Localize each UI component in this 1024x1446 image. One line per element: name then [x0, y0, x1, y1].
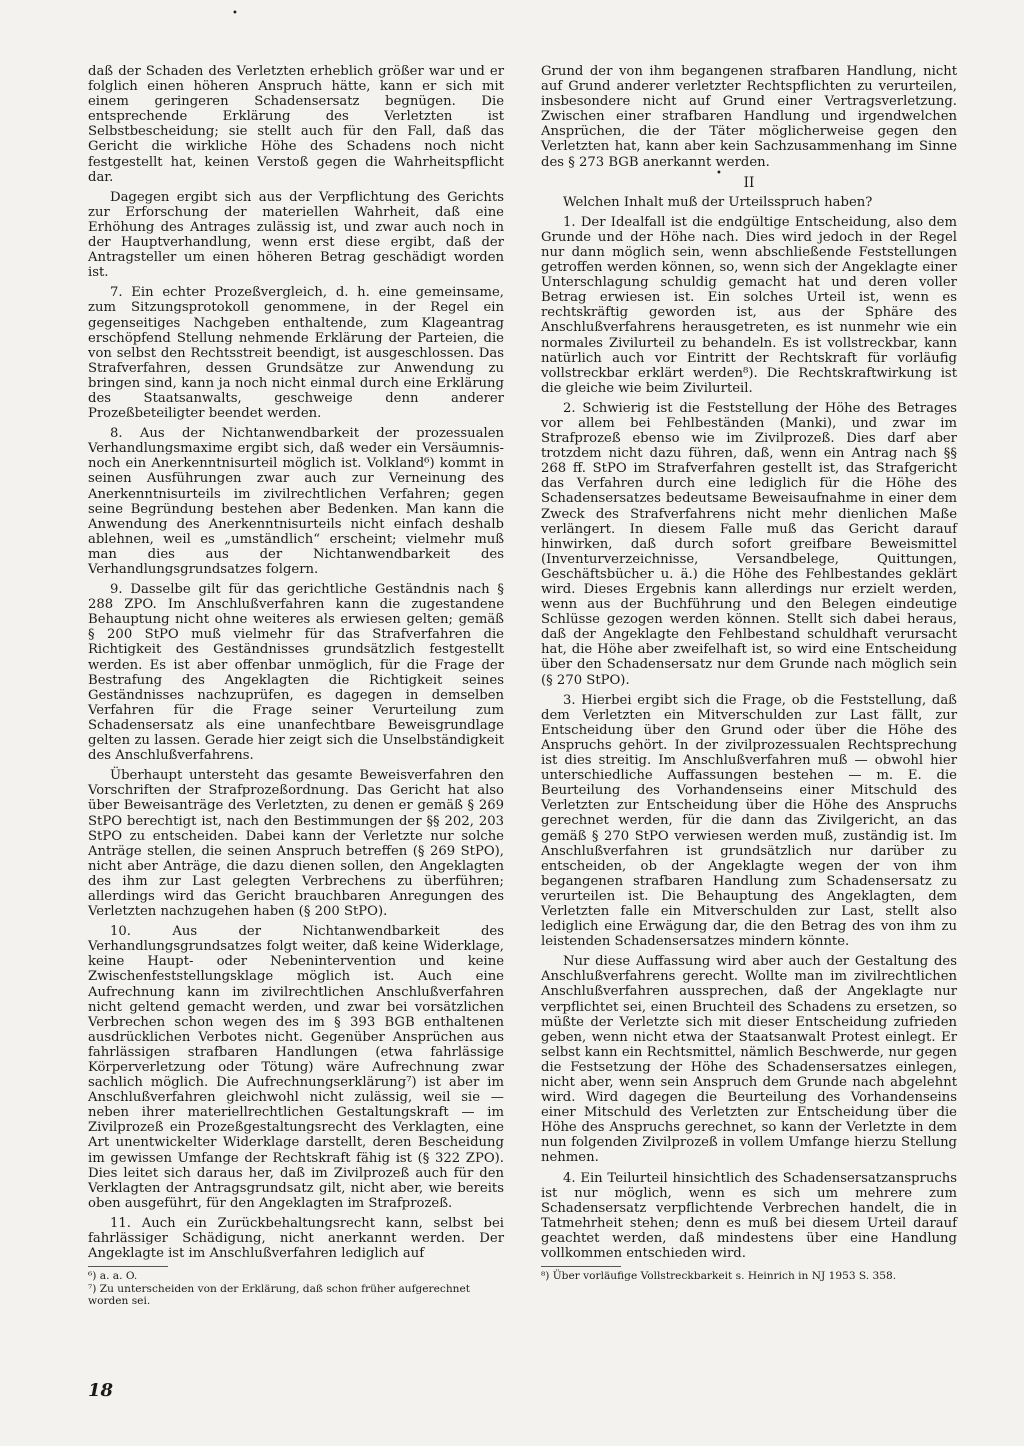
footnote: ⁸) Über vorläufige Vollstreckbarkeit s. Heinrich in NJ 1953 S. 358. [541, 1270, 897, 1283]
footnote: ⁷) Zu unterscheiden von der Erklärung, daß schon früher aufgerechnet worden sei. [88, 1282, 470, 1308]
paragraph: 7. Ein echter Prozeßvergleich, d. h. eine gemeinsame, zum Sitzungsprotokoll genommene, in der Regel ein gegenseitiges Nachgeben enthaltende, zum Klageantrag erschöpfend Stellung nehmende Erklärung der Parteien, die von selbst den Rechtsstreit beendigt, ist ausgeschlossen. Das Strafverfahren, dessen Grundsätze zur Anwendung zu bringen sind, kann ja noch nicht einmal durch eine Erklärung des Staatsanwalts, geschweige denn anderer Prozeßbeteiligter beendet werden. [88, 285, 504, 422]
section-heading: II [743, 174, 755, 191]
paragraph: Überhaupt untersteht das gesamte Beweisverfahren den Vorschriften der Strafprozeßordnung. Das Gericht hat also über Beweisanträge des Verletzten, zu denen er gemäß § 269 StPO berechtigt ist, nach den Bestimmungen der §§ 202, 203 StPO zu entscheiden. Dabei kann der Verletzte nur solche Anträge stellen, die seinen Anspruch betreffen (§ 269 StPO), nicht aber Anträge, die dazu dienen sollen, den Angeklagten des ihm zur Last gelegten Verbrechens zu überführen; allerdings wird das Gericht brauchbaren Anregungen des Verletzten nachzugehen haben (§ 200 StPO). [88, 768, 504, 920]
paragraph: 10. Aus der Nichtanwendbarkeit des Verhandlungsgrundsatzes folgt weiter, daß keine Widerklage, keine Haupt- oder Nebenintervention und keine Zwischenfeststellungsklage möglich ist. Auch eine Aufrechnung kann im zivilrechtlichen Anschlußverfahren nicht geltend gemacht werden, und zwar bei vorsätzlichen Verbrechen schon wegen des im § 393 BGB enthaltenen ausdrücklichen Verbotes nicht. Gegenüber Ansprüchen aus fahrlässigen strafbaren Handlungen (etwa fahrlässige Körperverletzung oder Tötung) wäre Aufrechnung zwar sachlich möglich. Die Aufrechnungserklärung⁷) ist aber im Anschlußverfahren gleichwohl nicht zulässig, weil sie — neben ihrer materiellrechtlichen Gestaltungskraft — im Zivilprozeß ein Prozeßgestaltungsrecht des Verklagten, eine Art unentwickelter Widerklage darstellt, deren Bescheidung im gewissen Umfange der Rechtskraft fähig ist (§ 322 ZPO). Dies leitet sich daraus her, daß im Zivilprozeß auch für den Verklagten der Antragsgrundsatz gilt, nicht aber, wie bereits oben ausgeführt, für den Angeklagten im Strafprozeß. [88, 924, 504, 1211]
page-number: 18 [88, 1380, 114, 1401]
paragraph: daß der Schaden des Verletzten erheblich größer war und er folglich einen höheren Anspruch hätte, kann er sich mit einem geringeren Schadensersatz begnügen. Die entsprechende Erklärung des Verletzten ist Selbstbescheidung; sie stellt auch für den Fall, daß das Gericht die wirkliche Höhe des Schadens noch nicht festgestellt hat, keinen Verstoß gegen die Wahrheitspflicht dar. [88, 64, 504, 185]
margin-mark: • [232, 8, 238, 19]
margin-mark: • [716, 168, 722, 179]
paragraph: 3. Hierbei ergibt sich die Frage, ob die Feststellung, daß dem Verletzten ein Mitverschulden zur Last fällt, zur Entscheidung über den Grund oder über die Höhe des Anspruchs gehört. In der zivilprozessualen Rechtsprechung ist dies streitig. Im Anschlußverfahren muß — obwohl hier unterschiedliche Auffassungen bestehen — m. E. die Beurteilung des Vorhandenseins einer Mitschuld des Verletzten zur Entscheidung über die Höhe des Anspruchs gerechnet werden, für die dann das Zivilgericht, an das gemäß § 270 StPO verwiesen werden muß, zuständig ist. Im Anschlußverfahren ist grundsätzlich nur darüber zu entscheiden, ob der Angeklagte wegen der von ihm begangenen strafbaren Handlung zum Schadensersatz zu verurteilen ist. Die Behauptung des Angeklagten, dem Verletzten falle ein Mitverschulden zur Last, stellt also lediglich eine Erwägung dar, die den Betrag des von ihm zu leistenden Schadensersatzes mindern könnte. [541, 692, 957, 950]
paragraph: 2. Schwierig ist die Feststellung der Höhe des Betrages vor allem bei Fehlbeständen (Manki), und zwar im Strafprozeß ebenso wie im Zivilprozeß. Dies darf aber trotzdem nicht dazu führen, daß, wenn ein Antrag nach §§ 268 ff. StPO im Strafverfahren gestellt ist, das Strafgericht das Verfahren durch eine lediglich für die Höhe des Schadensersatzes bedeutsame Beweisaufnahme in einer dem Zweck des Strafverfahrens nicht mehr dienlichen Maße verlängert. In diesem Falle muß das Gericht darauf hinwirken, daß durch sofort greifbare Beweismittel (Inventurverzeichnisse, Versandbelege, Quittungen, Geschäftsbücher u. ä.) die Höhe des Fehlbestandes geklärt wird. Dieses Ergebnis kann allerdings nur erzielt werden, wenn aus der Buchführung und den Belegen eindeutige Schlüsse gezogen werden können. Stellt sich dabei heraus, daß der Angeklagte den Fehlbestand schuldhaft verursacht hat, die Höhe aber zweifelhaft ist, so wird eine Entscheidung über den Schadensersatz nur dem Grunde nach möglich sein (§ 270 StPO). [541, 400, 957, 688]
footnote-rule [541, 1266, 621, 1267]
right-column [541, 64, 957, 1283]
section-question: Welchen Inhalt muß der Urteilsspruch haben? [563, 194, 873, 210]
paragraph: 1. Der Idealfall ist die endgültige Entscheidung, also dem Grunde und der Höhe nach. Dies wird jedoch in der Regel nur dann möglich sein, wenn abschließende Feststellungen getroffen werden können, so, wenn sich der Angeklagte einer Unterschlagung schuldig gemacht hat und deren voller Betrag erwiesen ist. Ein solches Urteil ist, wenn es rechtskräftig geworden ist, aus der Sphäre des Anschlußverfahrens herausgetreten, es ist nunmehr wie ein normales Zivilurteil zu behandeln. Es ist vollstreckbar, kann natürlich auch vor Eintritt der Rechtskraft für vorläufig vollstreckbar erklärt werden⁸). Die Rechtskraftwirkung ist die gleiche wie beim Zivilurteil. [541, 214, 957, 396]
left-column [88, 64, 504, 1307]
paragraph: 8. Aus der Nichtanwendbarkeit der prozessualen Verhandlungsmaxime ergibt sich, daß weder ein Versäumnis- noch ein Anerkenntnisurteil möglich ist. Volkland⁶) kommt in seinen Ausführungen zwar auch zur Verneinung des Anerkenntnisurteils im zivilrechtlichen Verfahren; gegen seine Begründung bestehen aber Bedenken. Man kann die Anwendung des Anerkenntnisurteils nicht einfach deshalb ablehnen, weil es „umständlich“ erscheint; vielmehr muß man dies aus der Nichtanwendbarkeit des Verhandlungsgrundsatzes folgern. [88, 426, 504, 577]
paragraph: Dagegen ergibt sich aus der Verpflichtung des Gerichts zur Erforschung der materiellen Wahrheit, daß eine Erhöhung des Antrages zulässig ist, und zwar auch noch in der Hauptverhandlung, wenn erst diese ergibt, daß der Antragsteller um einen höheren Betrag geschädigt worden ist. [88, 189, 504, 281]
paragraph: Nur diese Auffassung wird aber auch der Gestaltung des Anschlußverfahrens gerecht. Wollte man im zivilrechtlichen Anschlußverfahren aussprechen, daß der Angeklagte nur verpflichtet sei, einen Bruchteil des Schadens zu ersetzen, so müßte der Verletzte sich mit dieser Entscheidung zufrieden geben, wenn nicht etwa der Staatsanwalt Protest einlegt. Er selbst kann ein Rechtsmittel, nämlich Beschwerde, nur gegen die Festsetzung der Höhe des Schadensersatzes einlegen, nicht aber, wenn sein Anspruch dem Grunde nach abgelehnt wird. Wird dagegen die Beurteilung des Vorhandenseins einer Mitschuld des Verletzten zur Entscheidung über die Höhe des Anspruchs gerechnet, so kann der Verletzte in dem nun folgenden Zivilprozeß in vollem Umfange hierzu Stellung nehmen. [541, 954, 957, 1166]
footnote-rule [88, 1266, 168, 1267]
paragraph: Grund der von ihm begangenen strafbaren Handlung, nicht auf Grund anderer verletzter Rechtspflichten zu verurteilen, insbesondere nicht auf Grund einer Vertragsverletzung. Zwischen einer strafbaren Handlung und irgendwelchen Ansprüchen, die der Täter möglicherweise gegen den Verletzten hat, kann aber kein Sachzusammenhang im Sinne des § 273 BGB anerkannt werden. [541, 64, 957, 170]
paragraph: 9. Dasselbe gilt für das gerichtliche Geständnis nach § 288 ZPO. Im Anschlußverfahren kann die zugestandene Behauptung nicht ohne weiteres als erwiesen gelten; gemäß § 200 StPO muß vielmehr für das Strafverfahren die Richtigkeit des Geständnisses grundsätzlich festgestellt werden. Es ist aber offenbar unmöglich, für die Frage der Bestrafung des Angeklagten die Richtigkeit seines Geständnisses nachzuprüfen, es dagegen in demselben Verfahren für die Frage seiner Verurteilung zum Schadensersatz als eine unanfechtbare Beweisgrundlage gelten zu lassen. Gerade hier zeigt sich die Unselbständigkeit des Anschlußverfahrens. [88, 582, 504, 764]
paragraph: 4. Ein Teilurteil hinsichtlich des Schadensersatzanspruchs ist nur möglich, wenn es sich um mehrere zum Schadensersatz verpflichtende Verbrechen handelt, die in Tatmehrheit stehen; denn es muß bei diesem Urteil darauf geachtet werden, daß mindestens über eine Handlung vollkommen entschieden wird. [541, 1170, 957, 1262]
paragraph: 11. Auch ein Zurückbehaltungsrecht kann, selbst bei fahrlässiger Schädigung, nicht anerkannt werden. Der Angeklagte ist im Anschlußverfahren lediglich auf [88, 1215, 504, 1262]
footnote: ⁶) a. a. O. [88, 1270, 138, 1283]
